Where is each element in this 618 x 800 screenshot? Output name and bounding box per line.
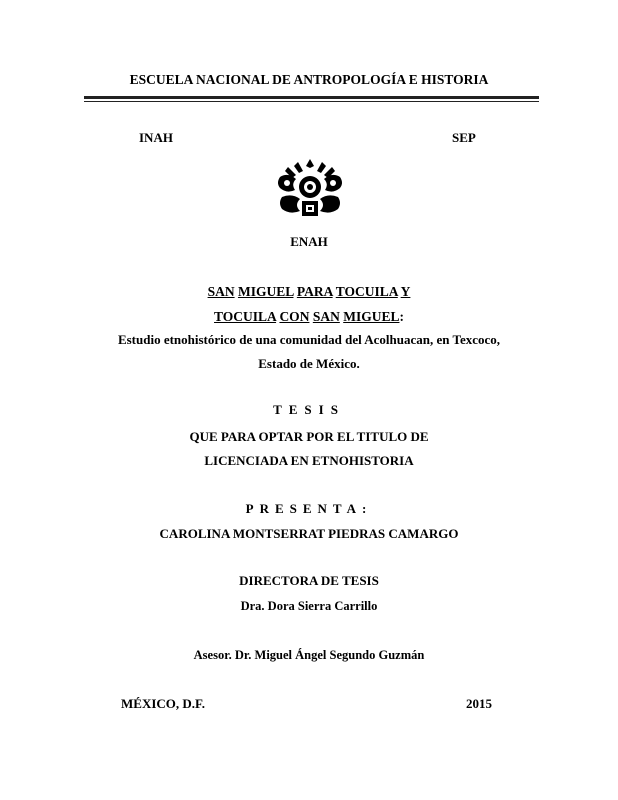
presenta-label: PRESENTA: xyxy=(245,501,373,516)
tesis-label: TESIS xyxy=(273,402,345,417)
place-label: MÉXICO, D.F. xyxy=(121,696,206,711)
school-name: ESCUELA NACIONAL DE ANTROPOLOGÍA E HISTORIA xyxy=(129,72,489,87)
inah-label: INAH xyxy=(139,130,173,145)
enah-label: ENAH xyxy=(290,234,328,249)
header-rule-thick xyxy=(84,96,539,99)
title-colon: : xyxy=(399,309,404,324)
subtitle-line-2: Estado de México. xyxy=(258,356,360,371)
title-word: TOCUILA xyxy=(214,309,277,324)
degree-purpose-line-2: LICENCIADA EN ETNOHISTORIA xyxy=(204,453,414,468)
title-word: CON xyxy=(279,309,310,324)
sep-label: SEP xyxy=(452,130,476,145)
title-word: MIGUEL xyxy=(343,309,400,324)
title-word: Y xyxy=(400,284,411,299)
director-name: Dra. Dora Sierra Carrillo xyxy=(240,599,378,613)
degree-purpose-line-1: QUE PARA OPTAR POR EL TITULO DE xyxy=(189,429,429,444)
advisor-line: Asesor. Dr. Miguel Ángel Segundo Guzmán xyxy=(193,648,425,662)
director-label: DIRECTORA DE TESIS xyxy=(239,573,379,588)
year-label: 2015 xyxy=(466,696,492,711)
thesis-title-line-2 xyxy=(0,309,618,325)
title-word: SAN xyxy=(207,284,235,299)
title-word: TOCUILA xyxy=(335,284,398,299)
title-word: PARA xyxy=(296,284,333,299)
header-rule-thin xyxy=(84,101,539,102)
title-word: MIGUEL xyxy=(237,284,294,299)
subtitle-line-1: Estudio etnohistórico de una comunidad del Acolhuacan, en Texcoco, xyxy=(117,332,501,347)
thesis-title-line-1 xyxy=(0,284,618,300)
enah-emblem-icon xyxy=(272,157,348,221)
author-name: CAROLINA MONTSERRAT PIEDRAS CAMARGO xyxy=(159,526,459,541)
title-word: SAN xyxy=(312,309,340,324)
